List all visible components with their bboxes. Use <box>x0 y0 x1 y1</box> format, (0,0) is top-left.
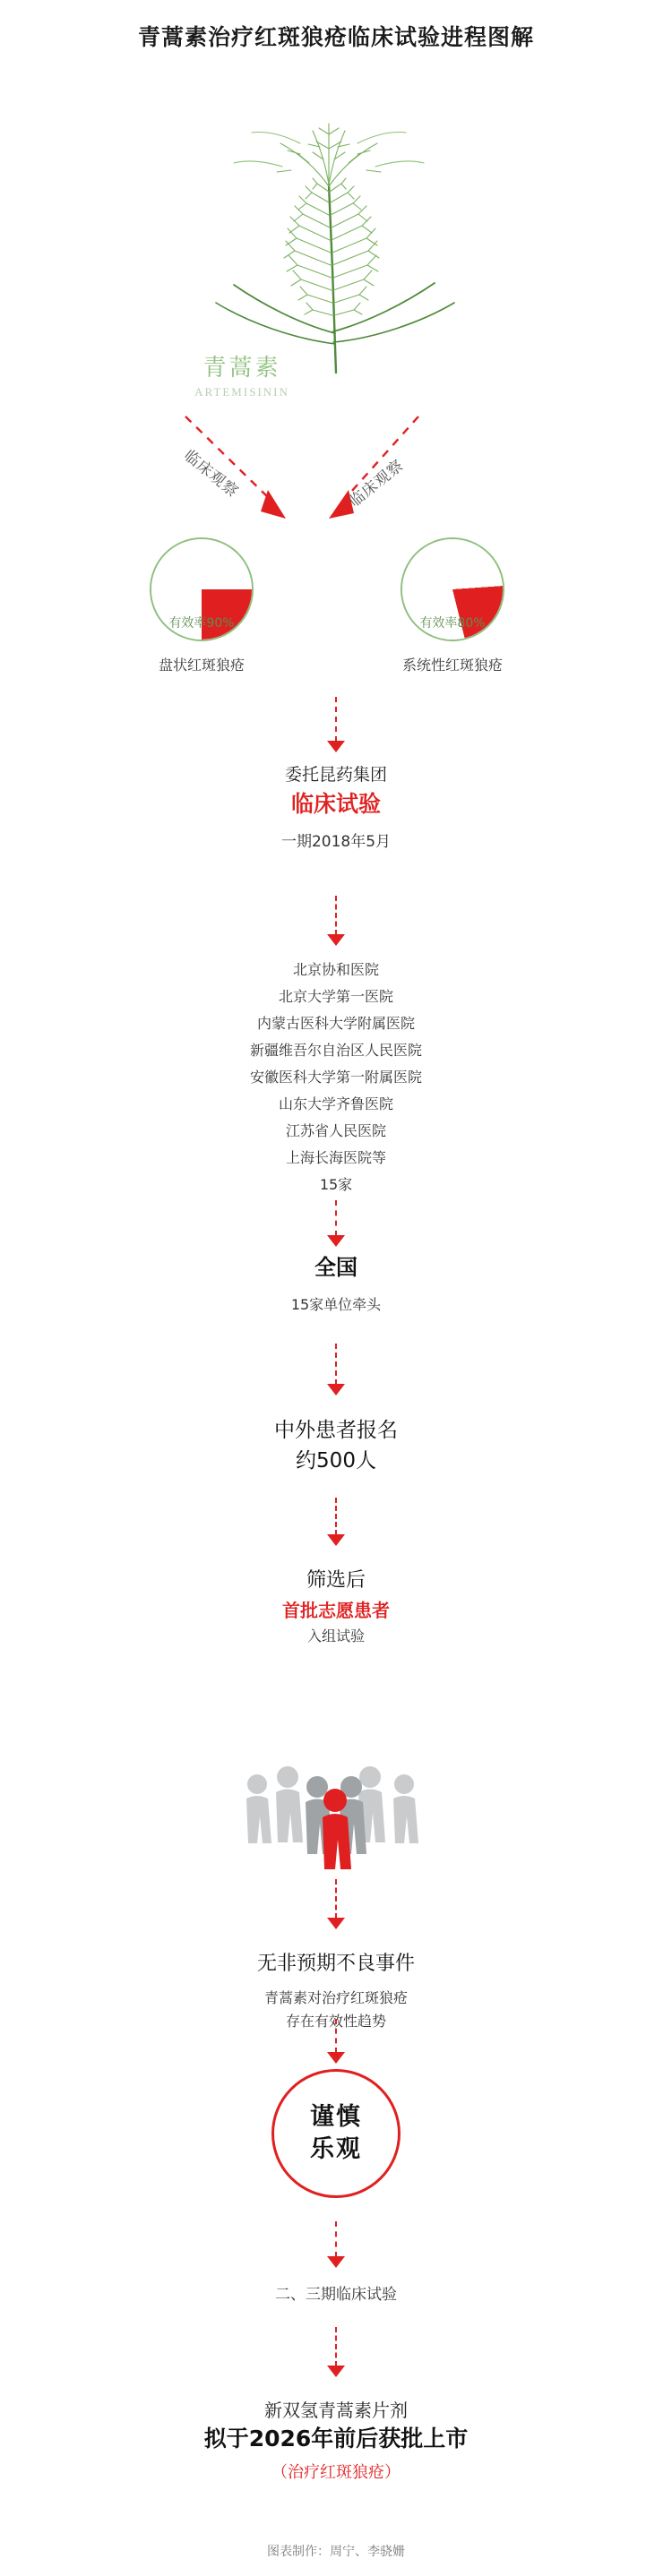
pie-graphic <box>401 537 504 641</box>
market-line3: （治疗红斑狼疮） <box>271 2463 401 2482</box>
pie-chart-systemic <box>363 537 542 674</box>
list-item: 安徽医科大学第一附属医院 <box>249 1069 422 1086</box>
artemisia-plant-illustration <box>166 107 506 376</box>
nationwide-block <box>0 1252 672 1317</box>
list-item: 15家 <box>319 1176 353 1193</box>
conclusion-badge <box>271 2069 401 2198</box>
flow-arrow-5 <box>324 1498 348 1546</box>
market-line2: 拟于2026年前后获批上市 <box>203 2426 469 2451</box>
plant-name <box>170 349 314 399</box>
page-title: 青蒿素治疗红斑狼疮临床试验进程图解 <box>137 24 534 50</box>
branch-arrow-right <box>318 408 497 533</box>
flow-arrow-6 <box>324 1879 348 1929</box>
enrollment-line2: 约500人 <box>296 1449 376 1473</box>
screening-line3: 入组试验 <box>306 1627 365 1644</box>
safety-line1: 无非预期不良事件 <box>256 1953 415 1975</box>
pie-caption: 盘状红斑狼疮 <box>158 657 245 674</box>
conclusion-line1: 谨慎 <box>310 2103 362 2131</box>
flow-arrow-2 <box>324 896 348 946</box>
pie-data-label: 有效率80% <box>419 616 486 631</box>
flow-arrow-1 <box>324 697 348 752</box>
enrollment-line1: 中外患者报名 <box>274 1419 398 1442</box>
credit-line: 图表制作：周宁、李骁姗 <box>267 2545 405 2559</box>
list-item: 北京协和医院 <box>292 961 379 978</box>
hospital-list <box>0 957 672 1198</box>
people-group-icon <box>0 1756 672 1872</box>
next-phases-block <box>0 2282 672 2307</box>
branch-label-left: 临床观察 <box>180 446 242 502</box>
nationwide-line1: 全国 <box>314 1255 358 1280</box>
flow-arrow-7 <box>324 2019 348 2064</box>
list-item: 山东大学齐鲁医院 <box>278 1095 393 1112</box>
flow-arrow-8 <box>324 2221 348 2268</box>
nationwide-line2: 15家单位牵头 <box>290 1296 382 1313</box>
list-item: 北京大学第一医院 <box>278 988 393 1005</box>
flow-arrow-4 <box>324 1344 348 1395</box>
pie-data-label: 有效率90% <box>168 616 235 631</box>
enrollment-block <box>0 1415 672 1476</box>
safety-line3: 存在有效性趋势 <box>285 2013 386 2030</box>
trial-commission-block <box>0 761 672 854</box>
screening-line1: 筛选后 <box>306 1569 366 1592</box>
commission-line3: 一期2018年5月 <box>280 833 392 851</box>
list-item: 新疆维吾尔自治区人民医院 <box>249 1042 422 1059</box>
pie-chart-discoid <box>112 537 291 674</box>
list-item: 上海长海医院等 <box>285 1149 386 1166</box>
efficacy-pie-charts <box>0 537 672 681</box>
conclusion-line2: 乐观 <box>310 2135 362 2163</box>
pie-graphic <box>150 537 254 641</box>
commission-line1: 委托昆药集团 <box>284 765 387 785</box>
next-phases-line1: 二、三期临床试验 <box>275 2286 397 2304</box>
flow-arrow-3 <box>324 1200 348 1247</box>
flow-arrow-9 <box>324 2327 348 2377</box>
screening-line2: 首批志愿患者 <box>282 1600 390 1621</box>
plant-name-en: ARTEMISININ <box>194 385 289 399</box>
list-item: 内蒙古医科大学附属医院 <box>256 1015 415 1032</box>
screening-block <box>0 1566 672 1648</box>
market-block <box>0 2397 672 2483</box>
plant-name-cn: 青蒿素 <box>202 355 281 382</box>
market-line1: 新双氢青蒿素片剂 <box>264 2400 408 2421</box>
branch-label-right: 临床观察 <box>346 456 408 511</box>
pie-caption: 系统性红斑狼疮 <box>401 657 503 674</box>
safety-line2: 青蒿素对治疗红斑狼疮 <box>263 1989 408 2006</box>
commission-line2: 临床试验 <box>290 791 381 817</box>
list-item: 江苏省人民医院 <box>285 1122 386 1139</box>
